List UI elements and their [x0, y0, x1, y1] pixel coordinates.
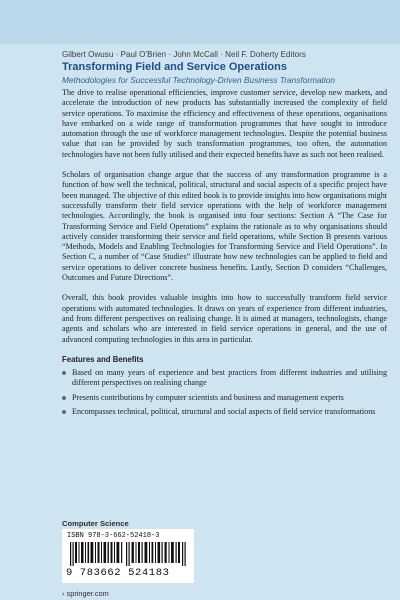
publisher-url[interactable]: › springer.com [62, 589, 109, 598]
bullet-icon [62, 396, 66, 400]
book-title: Transforming Field and Service Operations [62, 61, 287, 73]
barcode-box [62, 529, 194, 583]
feature-text: Encompasses technical, political, structural and social aspects of field service transformations [72, 407, 376, 417]
feature-text: Presents contributions by computer scientists and business and management experts [72, 392, 344, 402]
editors-line: Gilbert Owusu · Paul O’Brien · John McCall · Neil F. Doherty Editors [62, 50, 306, 59]
category-label: Computer Science [62, 519, 129, 528]
back-cover-footer [62, 519, 382, 598]
book-subtitle: Methodologies for Successful Technology-Driven Business Transformation [62, 75, 336, 85]
back-cover-body [62, 88, 387, 421]
feature-item [62, 393, 387, 403]
barcode-icon [70, 542, 188, 566]
feature-item [62, 407, 387, 417]
bullet-icon [62, 371, 66, 375]
barcode-number: 9 783662 524183 [66, 567, 170, 579]
feature-item [62, 368, 387, 389]
features-list [62, 368, 387, 417]
paragraph-1: The drive to realise operational efficiencies, improve customer service, develop new markets, and accelerate the introduction of new products has substantially increased the complexity of field service operations. To maximise the efficiency and effectiveness of these operations, organisations have embarked on a wide range of transformation programmes that have sought to introduce automation through the use of workforce management technologies. Despite the potential business value that can be provided by such transformation programmes, too often, the automation technologies have not been fully utilised and their expected benefits have as such not been realised. [62, 88, 387, 159]
paragraph-2: Scholars of organisation change argue that the success of any transformation programme is a function of how well the technical, political, structural and social aspects of a specific project have been managed. The objective of this edited book is to provide insights into how organisations might successfully transform their field service operations with the help of workforce management technologies. Accordingly, the book is organised into four sections: Section A “The Case for Transforming Service and Field Operations” explains the rationale as to why organisations should actively consider transforming their service and field operations, while Section B presents various “Methods, Models and Enabling Technologies for Transforming Service and Field Operations”. In Section C, a number of “Case Studies” illustrate how new technologies can be applied to field and service operations to deliver concrete business benefits. Lastly, Section D considers “Challenges, Outcomes and Future Directions”. [62, 170, 387, 283]
paragraph-3: Overall, this book provides valuable insights into how to successfully transform field service operations with automated technologies. It draws on years of experience from different industries, and from different perspectives on realising change. It is aimed at managers, technologists, change agents and scholars who are interested in field service operations in general, and the use of advanced computing technologies in this area in particular. [62, 293, 387, 344]
isbn-text: ISBN 978-3-662-52418-3 [67, 532, 160, 540]
top-band [0, 0, 400, 44]
feature-text: Based on many years of experience and best practices from different industries and utilising different perspectives on realising change [72, 368, 387, 388]
features-heading: Features and Benefits [62, 354, 144, 364]
book-header [62, 50, 382, 85]
bullet-icon [62, 410, 66, 414]
